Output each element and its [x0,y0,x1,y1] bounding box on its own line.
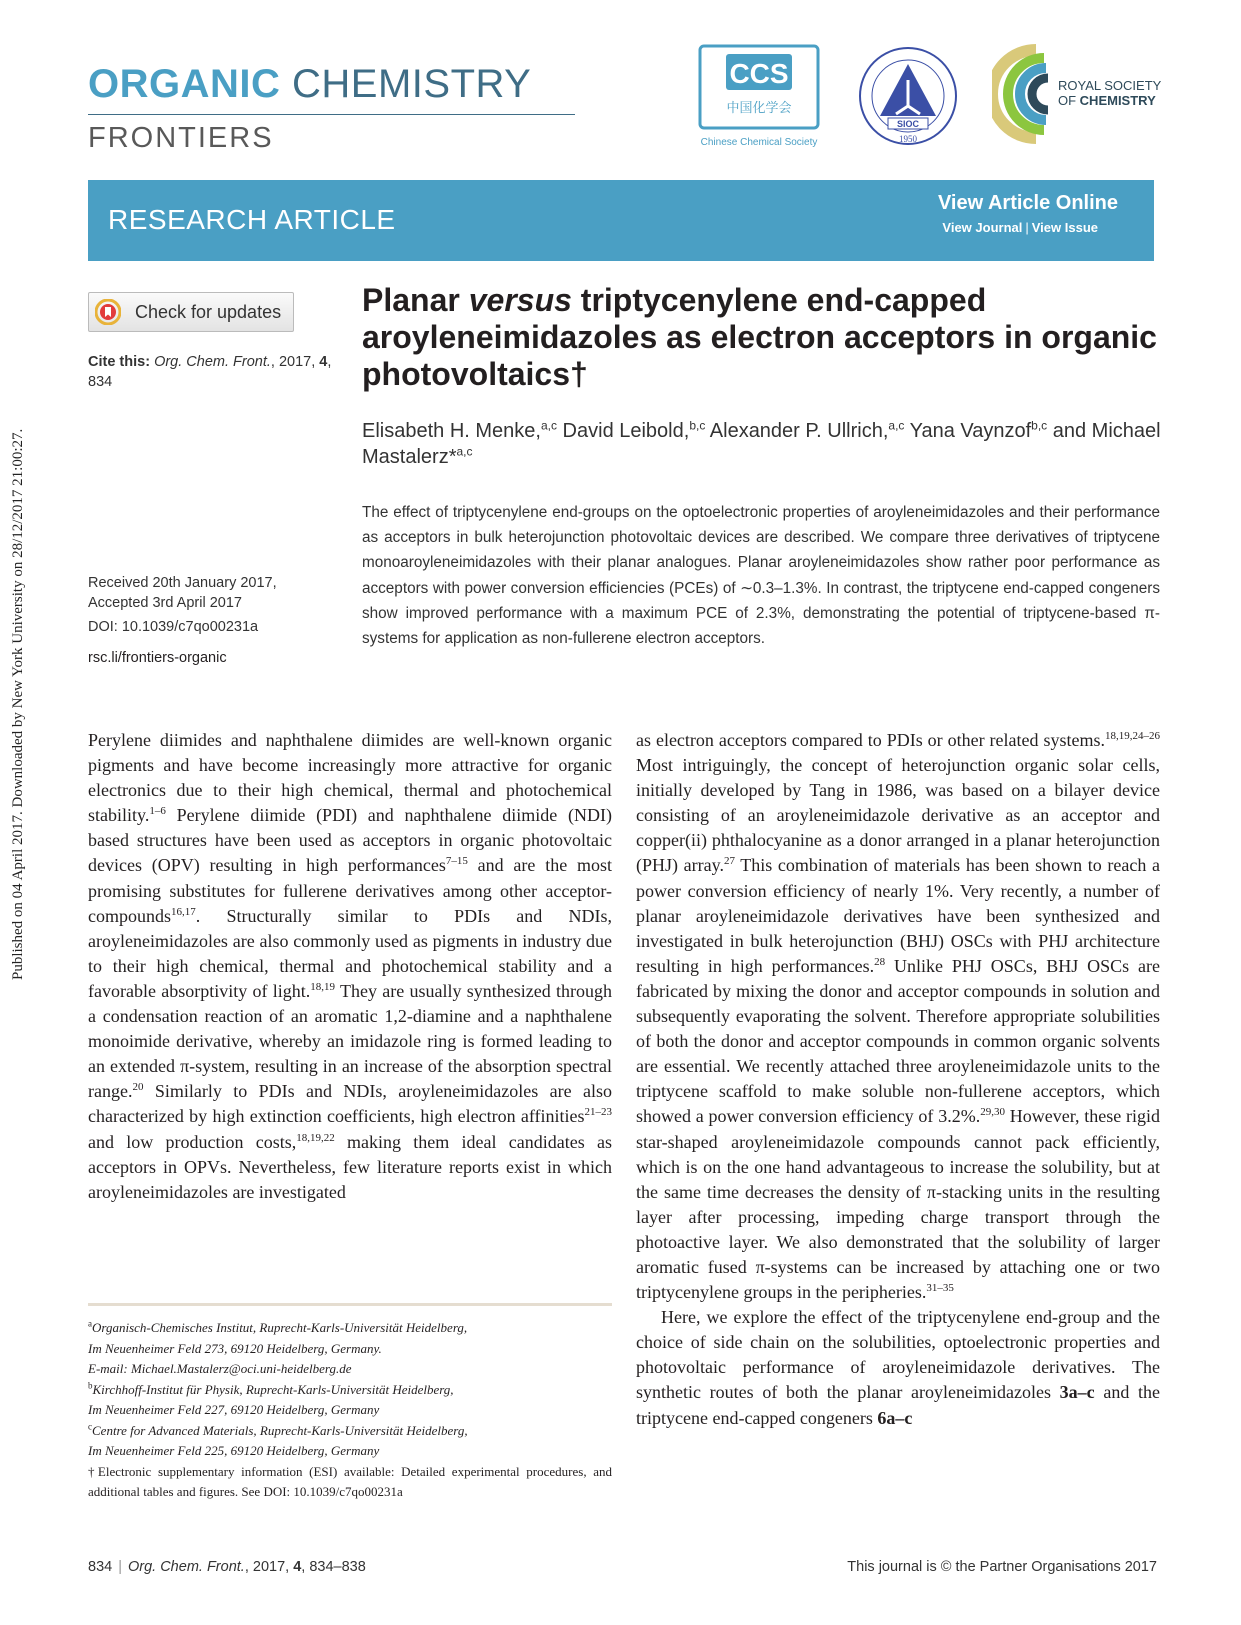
footnote-divider [88,1303,612,1306]
body-column-left [88,728,612,1205]
body-text: as electron acceptors compared to PDIs or other related systems. [636,730,1105,750]
affiliation-b [88,1380,612,1401]
cite-pages: , 834 [88,354,332,390]
title-part2: triptycenylene end-capped aroyleneimidazoles as electron acceptors in organic photovoltaics† [362,282,1157,392]
body-text: However, these rigid star-shaped aroyleneimidazole compounds cannot pack efficiently, which is on the one hand advantageous to increase the solubility, but at the same time decreases the density of π-stacking units in the resulting layer after processing, impeding charge transport through the photoactive layer. We also demonstrated that the solubility of larger aromatic fused π-systems can be increased by attaching one or two triptycenylene groups in the peripheries. [636,1106,1161,1303]
author-affiliation: a,c [540,418,557,433]
sioc-label: SIOC [896,119,920,129]
footer-year: , 2017, [244,1559,294,1575]
citation-ref[interactable]: 16,17 [171,905,196,918]
compound-label: 6a–c [877,1407,913,1428]
body-text: making them ideal candidates as acceptors in OPVs. Nevertheless, few literature reports exist in which aroyleneimidazoles are investigated [88,1131,612,1202]
body-text: and low production costs, [88,1131,297,1152]
ccs-letters: CCS [729,58,789,89]
body-paragraph [636,728,1160,1305]
body-text: Perylene diimides and naphthalene diimides are well-known organic pigments and have become increasingly more attractive for organic electronics due to their high chemical, thermal and photochemical stability. [88,730,612,826]
page-number: 834 [88,1559,113,1575]
author-name[interactable]: and Michael Mastalerz* [362,420,1161,468]
cite-journal: Org. Chem. Front. [154,354,271,370]
page-footer-left [88,1559,366,1575]
sioc-logo [854,44,962,152]
affiliation-a [88,1318,612,1339]
journal-rule [88,114,575,115]
citation-ref[interactable]: 21–23 [584,1106,612,1119]
citation-ref[interactable]: 29,30 [980,1106,1005,1119]
body-text: They are usually synthesized through a condensation reaction of an aromatic 1,2-diamine and a naphthalene monoimide derivative, whereby an imidazole ring is formed leading to an extended π-system, resulting in an increase of the absorption spectral range. [88,980,613,1102]
check-updates-label: Check for updates [135,301,282,322]
affiliation-marker: b [88,1380,93,1391]
banner-links [942,220,1098,235]
body-text: Similarly to PDIs and NDIs, aroyleneimidazoles are also characterized by high extinction coefficients, high electron affinities [88,1081,612,1127]
rsc-logo [992,42,1162,150]
author-name[interactable]: David Leibold, [557,420,690,442]
citation-ref[interactable]: 18,19,24–26 [1105,730,1160,742]
journal-name-bold: ORGANIC [88,62,281,106]
body-text: Most intriguingly, the concept of heterojunction organic solar cells, initially developed by Tang in 1986, was based on a bilayer device consisting of an aroyleneimidazole derivative as an acceptor and copper(ii) phthalocyanine as a donor arranged in a planar heterojunction (PHJ) array. [636,755,1160,876]
body-text: Here, we explore the effect of the triptycenylene end-group and the choice of side chain on the solubilities, optoelectronic properties and photovoltaic performance of aroyleneimidazole derivatives. The synthetic routes of both the planar aroyleneimidazoles [636,1307,1160,1403]
author-affiliation: a,c [456,444,473,459]
affiliation-text: Kirchhoff-Institut für Physik, Ruprecht-Karls-Universität Heidelberg, [92,1381,454,1397]
ccs-english: Chinese Chemical Society [700,137,818,148]
cite-year: , 2017, [270,354,320,370]
affiliation-text: Im Neuenheimer Feld 227, 69120 Heidelberg, Germany [88,1402,380,1417]
download-note-text: Published on 04 April 2017. Downloaded by New York University on 28/12/2017 21:00:27. [10,428,26,980]
affiliation-marker: c [88,1421,92,1432]
author-name[interactable]: Elisabeth H. Menke, [362,420,541,442]
footnotes [88,1318,612,1503]
body-text: Unlike PHJ OSCs, BHJ OSCs are fabricated by mixing the donor and acceptor compounds in solution and subsequently evaporating the solvent. Therefore appropriate solubilities of both the donor and acceptor compounds in common organic solvents are essential. We recently attached three aroyleneimidazole units to the triptycene scaffold to make soluble non-fullerene acceptors, which showed a power conversion efficiency of 3.2%. [636,955,1160,1127]
journal-title [88,62,531,107]
rsc-line2-bold: CHEMISTRY [1079,93,1156,108]
copyright-notice: This journal is © the Partner Organisations 2017 [847,1559,1157,1575]
view-journal-link[interactable]: View Journal [942,220,1023,235]
body-paragraph [88,728,612,1205]
journal-name-light: CHEMISTRY [292,62,532,106]
body-text: . Structurally similar to PDIs and NDIs, aroyleneimidazoles are also commonly used as pigments in industry due to their high chemical, thermal and photochemical stability and a favorable absorptivity of light. [88,905,612,1001]
download-side-note [8,340,28,980]
body-text: and are the most promising substitutes for fullerene derivatives among other acceptor-compounds [88,855,612,926]
banner-separator: | [1025,220,1029,235]
body-text: and the triptycene end-capped congeners [636,1382,1161,1428]
received-date: Received 20th January 2017, [88,575,277,591]
body-text: This combination of materials has been shown to reach a power conversion efficiency of nearly 1%. Very recently, a number of planar aroyleneimidazole derivatives have been synthesized and investigated in bulk heterojunction (BHJ) OSCs with PHJ architecture resulting in high performances. [636,855,1160,976]
title-italic: versus [468,282,572,318]
compound-label: 3a–c [1059,1382,1095,1403]
esi-note: †Electronic supplementary information (ESI) available: Detailed experimental procedures, and additional tables and figures. See DOI: 10.1039/c7qo00231a [88,1463,612,1499]
affiliation-email[interactable]: E-mail: Michael.Mastalerz@oci.uni-heidelberg.de [88,1361,352,1376]
citation-ref[interactable]: 7–15 [445,855,468,868]
view-article-online-link[interactable]: View Article Online [937,192,1118,214]
author-affiliation: b,c [1031,418,1048,433]
footer-journal: Org. Chem. Front. [127,1559,245,1575]
citation-ref[interactable]: 18,19,22 [296,1131,335,1144]
cite-volume: 4 [319,354,328,370]
cite-label: Cite this: [88,354,151,370]
rsc-line2-prefix: OF [1058,93,1080,108]
abstract: The effect of triptycenylene end-groups on the optoelectronic properties of aroyleneimidazoles and their performance as acceptors in bulk heterojunction photovoltaic devices are described. We compare three derivatives of triptycene monoaroyleneimidazoles with their planar analogues. Planar aroyleneimidazoles show rather poor performance as acceptors with power conversion efficiencies (PCEs) of ∼0.3–1.3%. In contrast, the triptycene end-capped congeners show improved performance with a maximum PCE of 2.3%, demonstrating the potential of triptycene-based π-systems for application as non-fullerene electron acceptors. [362,504,1160,648]
bookmark-badge-icon [95,299,121,325]
svg-text:OF CHEMISTRY [1058,93,1156,108]
author-affiliation: a,c [888,418,905,433]
title-part1: Planar [362,282,469,318]
affiliation-text: Im Neuenheimer Feld 225, 69120 Heidelberg, Germany [88,1443,380,1458]
ccs-chinese: 中国化学会 [726,101,792,116]
article-title [362,282,1162,393]
article-banner [88,180,1154,261]
rsc-line1: ROYAL SOCIETY [1058,78,1162,93]
citation-ref[interactable]: 27 [723,855,735,868]
journal-subtitle: FRONTIERS [88,122,274,154]
rsc-short-link[interactable]: rsc.li/frontiers-organic [88,650,227,666]
affiliation-text: Centre for Advanced Materials, Ruprecht-Karls-Universität Heidelberg, [92,1422,468,1438]
accepted-date: Accepted 3rd April 2017 [88,595,242,611]
citation-ref[interactable]: 1–6 [149,805,166,818]
citation-ref[interactable]: 18,19 [310,980,336,993]
view-issue-link[interactable]: View Issue [1031,220,1098,235]
author-list [362,418,1162,470]
doi-text: DOI: 10.1039/c7qo00231a [88,619,259,635]
check-updates-button[interactable] [88,292,294,332]
affiliation-c [88,1421,612,1442]
sioc-year: 1950 [899,134,917,144]
footer-volume: 4 [293,1559,302,1575]
affiliation-text: Organisch-Chemisches Institut, Ruprecht-Karls-Universität Heidelberg, [92,1320,468,1335]
article-dates [88,573,277,613]
affiliation-marker: a [88,1318,92,1329]
author-affiliation: b,c [689,418,706,433]
author-name[interactable]: Yana Vaynzof [904,420,1032,442]
citation-ref[interactable]: 20 [132,1081,144,1094]
ccs-logo [696,44,826,152]
body-column-right [636,728,1160,1431]
article-type: RESEARCH ARTICLE [108,204,396,235]
body-paragraph [636,1305,1160,1430]
author-name[interactable]: Alexander P. Ullrich, [705,420,889,442]
affiliation-text: Im Neuenheimer Feld 273, 69120 Heidelberg, Germany. [88,1340,382,1356]
footer-separator: | [118,1559,122,1575]
citation-ref[interactable]: 31–35 [926,1282,954,1295]
cite-this [88,352,348,392]
body-text: Perylene diimide (PDI) and naphthalene diimide (NDI) based structures have been used as acceptors in organic photovoltaic devices (OPV) resulting in high performances [88,805,612,876]
citation-ref[interactable]: 28 [874,955,886,968]
footer-pages: , 834–838 [301,1559,366,1575]
